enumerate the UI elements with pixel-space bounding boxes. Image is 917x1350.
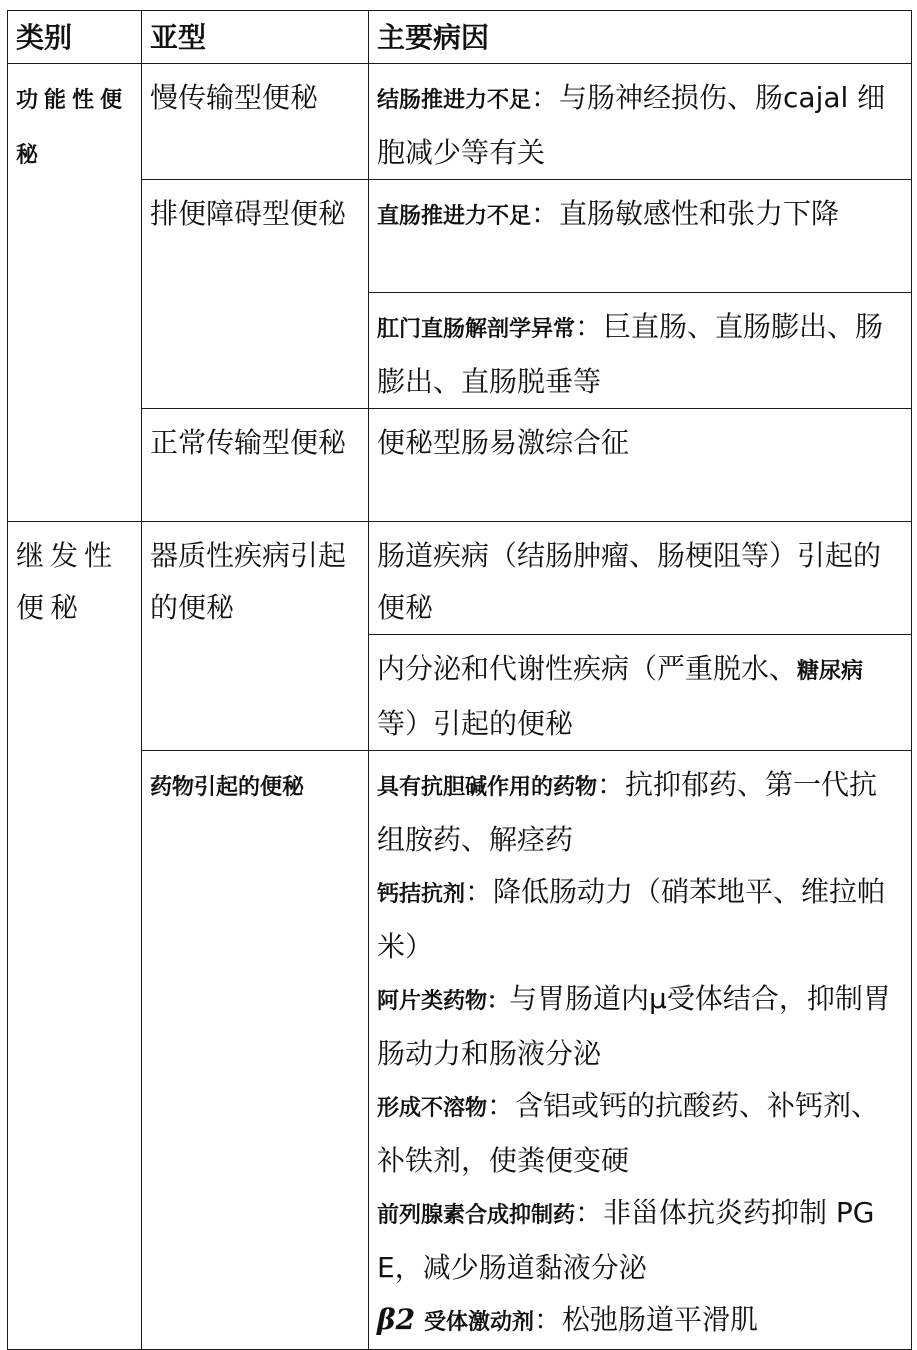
category-functional: 功能性便秘 bbox=[8, 64, 142, 522]
drug-cause-item: 前列腺素合成抑制药：非甾体抗炎药抑制 PGE，减少肠道黏液分泌 bbox=[377, 1196, 875, 1284]
subtype-drug-induced: 药物引起的便秘 bbox=[142, 751, 369, 1350]
table-row bbox=[8, 64, 912, 180]
cause-cell: 便秘型肠易激综合征 bbox=[369, 409, 912, 522]
cause-cell: 内分泌和代谢性疾病（严重脱水、糖尿病等）引起的便秘 bbox=[369, 635, 912, 751]
subtype-defecation-disorder: 排便障碍型便秘 bbox=[142, 180, 369, 409]
subtype-normal-transit: 正常传输型便秘 bbox=[142, 409, 369, 522]
cause-cell bbox=[369, 751, 912, 1350]
table-row bbox=[8, 180, 912, 293]
drug-cause-item: 具有抗胆碱作用的药物：抗抑郁药、第一代抗组胺药、解痉药 bbox=[377, 768, 878, 856]
drug-cause-item: 钙拮抗剂：降低肠动力（硝苯地平、维拉帕米） bbox=[377, 875, 886, 963]
table-row bbox=[8, 409, 912, 522]
cause-cell: 肠道疾病（结肠肿瘤、肠梗阻等）引起的便秘 bbox=[369, 522, 912, 635]
cause-cell: 结肠推进力不足：与肠神经损伤、肠cajal 细胞减少等有关 bbox=[369, 64, 912, 180]
table-row bbox=[8, 522, 912, 635]
drug-cause-item: 阿片类药物：与胃肠道内μ受体结合，抑制胃肠动力和肠液分泌 bbox=[377, 982, 891, 1070]
drug-cause-item: 形成不溶物：含铝或钙的抗酸药、补钙剂、补铁剂，使粪便变硬 bbox=[377, 1089, 880, 1177]
header-row bbox=[8, 11, 912, 64]
subtype-slow-transit: 慢传输型便秘 bbox=[142, 64, 369, 180]
category-secondary: 继发性便秘 bbox=[8, 522, 142, 1350]
header-subtype: 亚型 bbox=[142, 11, 369, 64]
drug-cause-item: β2 受体激动剂：松弛肠道平滑肌 bbox=[377, 1303, 759, 1336]
constipation-classification-table bbox=[7, 10, 912, 1350]
cause-cell: 肛门直肠解剖学异常：巨直肠、直肠膨出、肠膨出、直肠脱垂等 bbox=[369, 293, 912, 409]
header-category: 类别 bbox=[8, 11, 142, 64]
table-row bbox=[8, 751, 912, 1350]
cause-cell: 直肠推进力不足：直肠敏感性和张力下降 bbox=[369, 180, 912, 293]
header-cause: 主要病因 bbox=[369, 11, 912, 64]
subtype-organic-disease: 器质性疾病引起的便秘 bbox=[142, 522, 369, 751]
